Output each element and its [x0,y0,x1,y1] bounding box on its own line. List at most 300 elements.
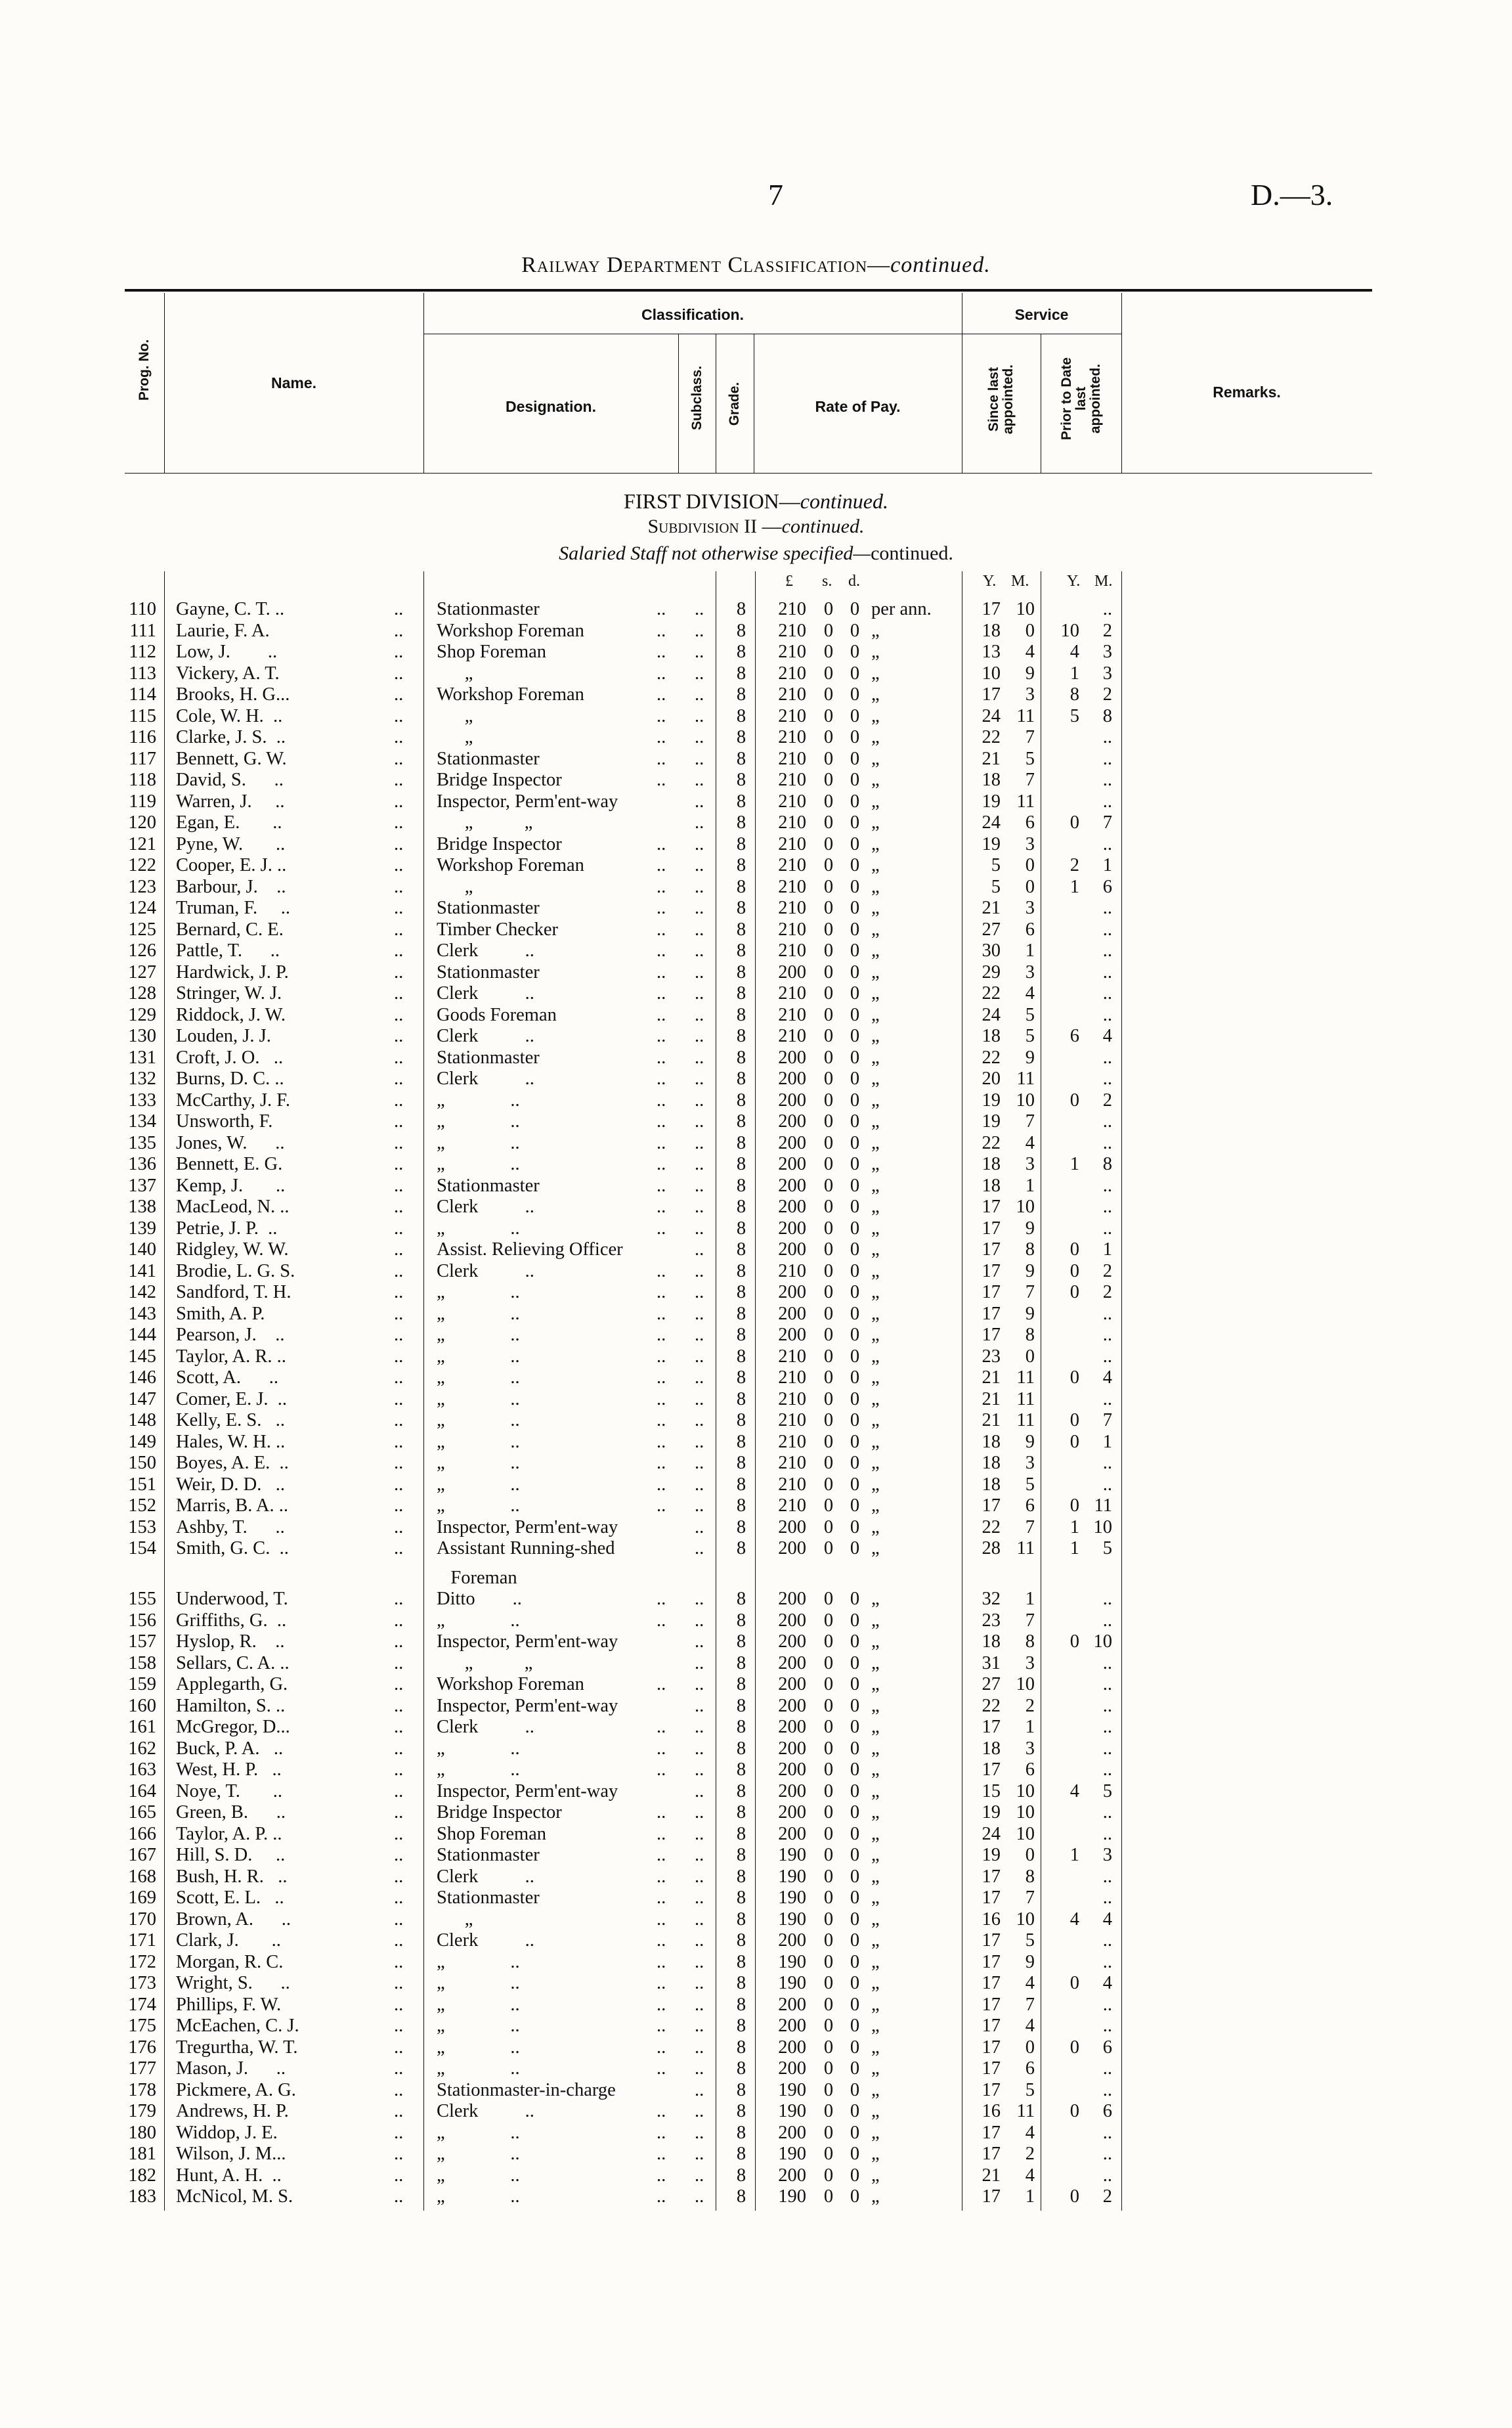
pay-pounds: 200 [778,2037,806,2058]
since-years: 22 [982,1047,1001,1068]
pay-pence: 0 [850,1994,860,2015]
name-cell: Pearson, J. .. [176,1325,285,1345]
since-months: 6 [1025,812,1035,833]
since-months: 8 [1025,1631,1035,1652]
since-months: 9 [1025,1260,1035,1281]
leader-dots: .. [657,1004,666,1025]
leader-dots: .. [657,1367,666,1388]
leader-dots: .. [394,1453,404,1473]
table-row [0,983,1512,1005]
grade-cell: 8 [736,1738,746,1759]
grade-cell: 8 [736,1887,746,1908]
name-cell: Ridgley, W. W. [176,1239,289,1260]
leader-dots: .. [695,791,704,812]
pay-shillings: 0 [823,833,834,854]
pay-pounds: 210 [778,919,806,940]
designation-cell: Stationmaster-in-charge [437,2079,616,2100]
leader-dots: .. [657,2186,666,2207]
since-years: 18 [982,1175,1001,1196]
leader-dots: .. [695,1652,704,1673]
leader-dots: .. [394,1197,404,1217]
leader-dots: .. [657,770,666,790]
leader-dots: .. [695,1474,704,1495]
leader-dots: .. [394,2058,404,2079]
since-months: 11 [1016,1388,1035,1409]
since-months: 4 [1025,1132,1035,1153]
grade-cell: 8 [736,1516,746,1537]
leader-dots: .. [657,983,666,1004]
designation-cell: Stationmaster [437,961,540,982]
since-years: 19 [982,791,1001,812]
pay-pounds: 200 [778,1516,806,1537]
prior-months: .. [1102,1930,1112,1951]
pay-pence: 0 [850,791,860,812]
table-row [0,898,1512,919]
pay-period: „ [871,1260,880,1281]
pay-shillings: 0 [823,855,834,875]
pay-pounds: 210 [778,876,806,897]
prog-no-cell: 173 [128,1973,156,1993]
since-months: 6 [1025,2058,1035,2079]
since-months: 1 [1025,2186,1035,2207]
leader-dots: .. [695,983,704,1004]
pay-pence: 0 [850,1431,860,1452]
leader-dots: .. [695,2101,704,2121]
since-years: 19 [982,1090,1001,1111]
pay-shillings: 0 [823,1909,834,1930]
leader-dots: .. [394,855,404,875]
leader-dots: .. [695,770,704,790]
since-years: 17 [982,1717,1001,1737]
unit-months-prior: M. [1094,573,1113,590]
pay-shillings: 0 [823,2165,834,2186]
pay-pounds: 200 [778,1652,806,1673]
pay-shillings: 0 [823,1218,834,1239]
since-months: 4 [1025,2165,1035,2186]
leader-dots: .. [394,1887,404,1908]
prog-no-cell: 120 [128,812,156,833]
prog-no-cell: 150 [128,1453,156,1473]
pay-period: „ [871,1930,880,1951]
name-cell: Bernard, C. E. [176,919,284,940]
leader-dots: .. [695,1346,704,1367]
pay-pence: 0 [850,898,860,918]
designation-cell: „ .. [437,1154,520,1174]
pay-period: „ [871,1631,880,1652]
designation-cell: Shop Foreman [437,1823,547,1844]
prior-months: 6 [1102,876,1112,897]
prog-no-cell: 170 [128,1909,156,1930]
designation-cell: Clerk .. [437,1717,534,1737]
designation-cell: Clerk .. [437,1197,534,1217]
pay-shillings: 0 [823,1717,834,1737]
since-years: 17 [982,1759,1001,1780]
pay-period: „ [871,663,880,684]
leader-dots: .. [657,2101,666,2121]
prog-no-cell: 126 [128,940,156,961]
leader-dots: .. [695,1047,704,1068]
leader-dots: .. [695,855,704,875]
table-row [0,2123,1512,2144]
prior-months: .. [1102,1453,1112,1473]
pay-period: „ [871,2101,880,2121]
since-years: 19 [982,1111,1001,1132]
title-main: Railway Department Classification— [521,253,891,277]
leader-dots: .. [394,2144,404,2164]
grade-cell: 8 [736,1431,746,1452]
pay-period: „ [871,1759,880,1780]
grade-cell: 8 [736,1090,746,1111]
grade-cell: 8 [736,1973,746,1993]
pay-period: „ [871,1973,880,1993]
unit-months-since: M. [1011,573,1029,590]
designation-cell: Workshop Foreman [437,1674,584,1694]
prior-years: 1 [1069,1845,1079,1865]
designation-cell: Clerk .. [437,1069,534,1089]
pay-pence: 0 [850,1610,860,1631]
table-row [0,1133,1512,1155]
pay-pence: 0 [850,599,860,619]
pay-pence: 0 [850,1111,860,1132]
prior-months: .. [1102,1887,1112,1908]
leader-dots: .. [695,2016,704,2036]
pay-shillings: 0 [823,1695,834,1716]
table-row [0,1346,1512,1368]
leader-dots: .. [394,1132,404,1153]
leader-dots: .. [657,898,666,918]
pay-period: „ [871,1026,880,1046]
pay-shillings: 0 [823,1610,834,1631]
prior-months: 7 [1102,812,1112,833]
prior-months: 6 [1102,2101,1112,2121]
prior-months: .. [1102,2058,1112,2079]
pay-period: „ [871,1495,880,1516]
pay-pence: 0 [850,1695,860,1716]
name-cell: Brodie, L. G. S. [176,1260,295,1281]
leader-dots: .. [657,1495,666,1516]
table-row [0,2080,1512,2102]
prog-no-cell: 171 [128,1930,156,1951]
since-years: 17 [982,1495,1001,1516]
pay-period: „ [871,1866,880,1887]
pay-shillings: 0 [823,748,834,769]
prior-months: .. [1102,1111,1112,1132]
since-years: 17 [982,2186,1001,2207]
pay-shillings: 0 [823,2186,834,2207]
name-cell: Hardwick, J. P. [176,961,289,982]
grade-cell: 8 [736,727,746,747]
pay-shillings: 0 [823,1026,834,1046]
pay-pounds: 210 [778,1474,806,1495]
since-months: 4 [1025,642,1035,662]
pay-pence: 0 [850,961,860,982]
since-years: 17 [982,2058,1001,2079]
leader-dots: .. [394,599,404,619]
table-row [0,642,1512,663]
pay-period: „ [871,983,880,1004]
since-months: 10 [1016,1823,1035,1844]
leader-dots: .. [394,1589,404,1609]
prior-months: .. [1102,1652,1112,1673]
prior-months: 1 [1102,1431,1112,1452]
prior-months: 10 [1093,1516,1112,1537]
prog-no-cell: 176 [128,2037,156,2058]
pay-period: „ [871,1994,880,2015]
grade-cell: 8 [736,2016,746,2036]
pay-period: „ [871,705,880,726]
pay-period: „ [871,1589,880,1609]
grade-cell: 8 [736,2186,746,2207]
since-months: 0 [1025,855,1035,875]
pay-pounds: 200 [778,1780,806,1801]
table-row [0,1738,1512,1760]
prior-years: 0 [1069,2037,1079,2058]
leader-dots: .. [657,1410,666,1430]
pay-shillings: 0 [823,961,834,982]
leader-dots: .. [695,1538,704,1558]
name-cell: Ashby, T. .. [176,1516,285,1537]
table-row [0,1517,1512,1539]
leader-dots: .. [695,2122,704,2143]
leader-dots: .. [695,1994,704,2015]
pay-shillings: 0 [823,1239,834,1260]
prog-no-cell: 119 [129,791,156,812]
leader-dots: .. [394,1610,404,1631]
prog-no-cell: 130 [128,1026,156,1046]
name-cell: Egan, E. .. [176,812,282,833]
designation-cell: „ .. [437,1388,520,1409]
designation-cell: Clerk .. [437,1260,534,1281]
pay-pounds: 200 [778,2016,806,2036]
since-months: 1 [1025,1175,1035,1196]
pay-shillings: 0 [823,663,834,684]
prog-no-cell: 133 [128,1090,156,1111]
table-row [0,1282,1512,1304]
grade-cell: 8 [736,961,746,982]
leader-dots: .. [394,919,404,940]
pay-period: „ [871,1453,880,1473]
grade-cell: 8 [736,812,746,833]
table-row [0,1909,1512,1931]
prior-years: 6 [1069,1026,1079,1046]
pay-pence: 0 [850,1090,860,1111]
prog-no-cell: 149 [128,1431,156,1452]
since-years: 22 [982,727,1001,747]
grade-cell: 8 [736,2101,746,2121]
subdivision-continued: continued. [781,516,865,537]
designation-cell: „ .. [437,1453,520,1473]
leader-dots: .. [657,642,666,662]
leader-dots: .. [394,1367,404,1388]
pay-shillings: 0 [823,1090,834,1111]
leader-dots: .. [695,1717,704,1737]
pay-period: „ [871,919,880,940]
table-row [0,1495,1512,1517]
leader-dots: .. [695,1631,704,1652]
leader-dots: .. [394,1431,404,1452]
pay-pounds: 200 [778,1132,806,1153]
pay-pence: 0 [850,1410,860,1430]
prior-months: .. [1102,1047,1112,1068]
designation-cell: „ .. [437,2037,520,2058]
table-row [0,2016,1512,2037]
table-row [0,2165,1512,2187]
table-row [0,1995,1512,2016]
name-cell: Barbour, J. .. [176,876,286,897]
prog-no-cell: 115 [129,705,156,726]
table-row [0,1176,1512,1197]
header-remarks: Remarks. [1213,384,1281,401]
designation-cell: Inspector, Perm'ent-way [437,1780,618,1801]
name-cell: Mason, J. .. [176,2058,286,2079]
pay-pence: 0 [850,2122,860,2143]
pay-pounds: 200 [778,1197,806,1217]
since-years: 17 [982,2144,1001,2164]
prog-no-cell: 143 [128,1303,156,1324]
leader-dots: .. [394,1154,404,1174]
leader-dots: .. [394,1951,404,1972]
since-months: 6 [1025,1495,1035,1516]
pay-pounds: 210 [778,1260,806,1281]
pay-period: „ [871,1474,880,1495]
since-years: 18 [982,620,1001,641]
prior-years: 4 [1069,1909,1079,1930]
staff-heading [0,542,1512,565]
pay-shillings: 0 [823,1111,834,1132]
prior-months: 4 [1102,1909,1112,1930]
prog-no-cell: 177 [128,2058,156,2079]
leader-dots: .. [394,1325,404,1345]
pay-pence: 0 [850,1282,860,1302]
leader-dots: .. [394,1866,404,1887]
grade-cell: 8 [736,2122,746,2143]
prior-months: .. [1102,961,1112,982]
pay-shillings: 0 [823,1346,834,1367]
leader-dots: .. [695,1154,704,1174]
leader-dots: .. [657,1218,666,1239]
pay-shillings: 0 [823,1388,834,1409]
pay-pounds: 210 [778,833,806,854]
pay-pence: 0 [850,684,860,705]
pay-pounds: 200 [778,1994,806,2015]
pay-period: „ [871,748,880,769]
leader-dots: .. [657,1132,666,1153]
prior-years: 1 [1069,663,1079,684]
name-cell: Kemp, J. .. [176,1175,286,1196]
since-years: 10 [982,663,1001,684]
prior-months: .. [1102,1759,1112,1780]
since-months: 7 [1025,1516,1035,1537]
table-row [0,1367,1512,1389]
pay-pence: 0 [850,2079,860,2100]
prior-years: 1 [1069,1538,1079,1558]
designation-cell: Inspector, Perm'ent-way [437,1631,618,1652]
since-years: 17 [982,2122,1001,2143]
leader-dots: .. [394,1823,404,1844]
leader-dots: .. [394,2079,404,2100]
name-cell: David, S. .. [176,770,284,790]
header-since-last [987,353,1016,445]
prog-no-cell: 164 [128,1780,156,1801]
leader-dots: .. [394,1388,404,1409]
leader-dots: .. [695,748,704,769]
header-prior-l3: appointed. [1088,363,1104,434]
prog-no-cell: 114 [129,684,156,705]
leader-dots: .. [695,2037,704,2058]
designation-cell: „ .. [437,1759,520,1780]
grade-cell: 8 [736,940,746,961]
grade-cell: 8 [736,1346,746,1367]
designation-cell: Stationmaster [437,599,540,619]
since-years: 15 [982,1780,1001,1801]
prog-no-cell: 117 [129,748,156,769]
since-months: 5 [1025,1474,1035,1495]
since-years: 17 [982,2037,1001,2058]
pay-shillings: 0 [823,2101,834,2121]
table-row [0,1218,1512,1240]
leader-dots: .. [394,1047,404,1068]
designation-cell: „ .. [437,1218,520,1239]
name-cell: McEachen, C. J. [176,2016,299,2036]
pay-pounds: 200 [778,1111,806,1132]
pay-pounds: 210 [778,1453,806,1473]
prior-years: 0 [1069,1631,1079,1652]
pay-shillings: 0 [823,1631,834,1652]
since-months: 3 [1025,961,1035,982]
prog-no-cell: 144 [128,1325,156,1345]
prog-no-cell: 175 [128,2016,156,2036]
header-designation: Designation. [505,398,596,415]
name-cell: Smith, G. C. .. [176,1538,289,1558]
pay-period: „ [871,876,880,897]
pay-shillings: 0 [823,1303,834,1324]
pay-shillings: 0 [823,684,834,705]
table-row [0,1432,1512,1453]
name-cell: Cooper, E. J. .. [176,855,287,875]
since-years: 17 [982,1866,1001,1887]
leader-dots: .. [657,1717,666,1737]
pay-pounds: 190 [778,1866,806,1887]
leader-dots: .. [394,1909,404,1930]
header-rate: Rate of Pay. [815,398,901,415]
table-row [0,855,1512,877]
designation-cell: Bridge Inspector [437,833,562,854]
grade-cell: 8 [736,770,746,790]
grade-cell: 8 [736,1453,746,1473]
pay-period: „ [871,1410,880,1430]
grade-cell: 8 [736,1218,746,1239]
pay-pence: 0 [850,2058,860,2079]
designation-cell: „ .. [437,2016,520,2036]
since-years: 17 [982,1973,1001,1993]
pay-period: „ [871,2186,880,2207]
pay-period: „ [871,1610,880,1631]
since-months: 11 [1016,2101,1035,2121]
prior-months: 5 [1102,1538,1112,1558]
pay-pounds: 190 [778,2186,806,2207]
since-months: 11 [1016,1410,1035,1430]
grade-cell: 8 [736,599,746,619]
since-years: 27 [982,1674,1001,1694]
pay-pounds: 210 [778,599,806,619]
leader-dots: .. [695,876,704,897]
table-row [0,1090,1512,1112]
grade-cell: 8 [736,1823,746,1844]
table-row [0,663,1512,685]
grade-cell: 8 [736,791,746,812]
since-years: 17 [982,1994,1001,2015]
prior-months: .. [1102,1802,1112,1822]
